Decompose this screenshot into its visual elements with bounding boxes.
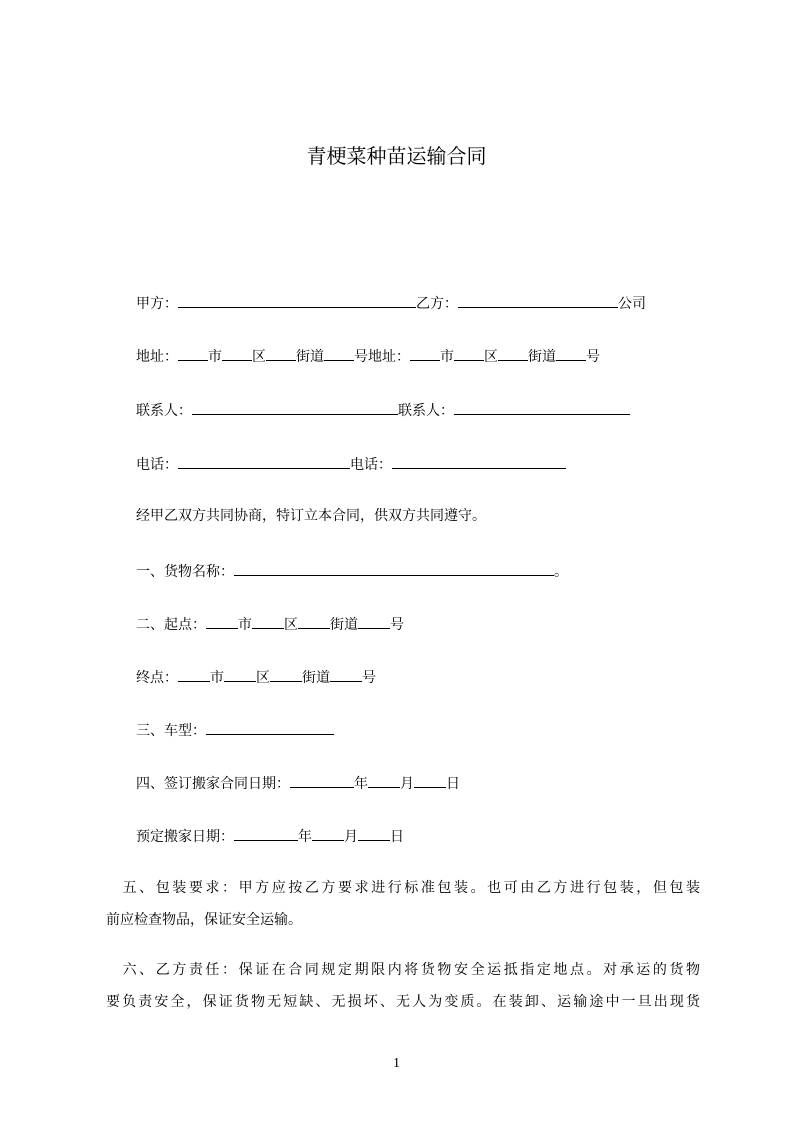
fill-in-blank[interactable]	[358, 613, 390, 629]
form-label: 号地址：	[354, 349, 410, 365]
fill-in-blank[interactable]	[178, 292, 416, 308]
fill-in-blank[interactable]	[556, 345, 586, 361]
fill-in-blank[interactable]	[178, 453, 350, 469]
form-label: 年	[298, 829, 312, 845]
form-line	[136, 666, 376, 688]
fill-in-blank[interactable]	[270, 666, 302, 682]
form-label: 联系人：	[398, 403, 454, 419]
form-label: 公司	[618, 296, 646, 312]
form-line	[136, 506, 486, 526]
form-label: 三、车型：	[136, 723, 206, 739]
form-label: 甲方：	[136, 296, 178, 312]
fill-in-blank[interactable]	[298, 613, 330, 629]
document-title: 青梗菜种苗运输合同	[306, 144, 487, 168]
fill-in-blank[interactable]	[192, 399, 398, 415]
form-line	[136, 345, 600, 367]
form-line	[136, 292, 646, 314]
form-label: 日	[390, 829, 404, 845]
form-label: 终点：	[136, 670, 178, 686]
form-label: 市	[210, 670, 224, 686]
form-label: 市	[440, 349, 454, 365]
form-label: 地址：	[136, 349, 178, 365]
form-label: 号	[586, 349, 600, 365]
form-label: 区	[252, 349, 266, 365]
form-label: 预定搬家日期：	[136, 829, 234, 845]
form-label: 二、起点：	[136, 617, 206, 633]
fill-in-blank[interactable]	[224, 666, 256, 682]
form-label: 区	[484, 349, 498, 365]
form-label: 街道	[330, 617, 358, 633]
form-label: 市	[238, 617, 252, 633]
form-label: 区	[256, 670, 270, 686]
fill-in-blank[interactable]	[290, 772, 354, 788]
fill-in-blank[interactable]	[234, 825, 298, 841]
fill-in-blank[interactable]	[414, 772, 446, 788]
form-line	[136, 825, 404, 847]
form-label: 。	[554, 564, 568, 580]
form-label: 号	[390, 617, 404, 633]
fill-in-blank[interactable]	[312, 825, 344, 841]
fill-in-blank[interactable]	[234, 560, 554, 576]
clause-carrier-responsibility	[106, 960, 700, 1024]
fill-in-blank[interactable]	[178, 666, 210, 682]
fill-in-blank[interactable]	[252, 613, 284, 629]
clause-line: 六、乙方责任：保证在合同规定期限内将货物安全运抵指定地点。对承运的货物	[106, 962, 700, 978]
form-label: 街道	[296, 349, 324, 365]
fill-in-blank[interactable]	[454, 399, 630, 415]
form-line	[136, 719, 334, 741]
form-label: 月	[344, 829, 358, 845]
form-label: 号	[362, 670, 376, 686]
form-line	[136, 399, 630, 421]
form-line	[136, 453, 566, 475]
clause-line: 要负责安全，保证货物无短缺、无损坏、无人为变质。在装卸、运输途中一旦出现货	[106, 994, 700, 1010]
fill-in-blank[interactable]	[358, 825, 390, 841]
clause-packaging	[106, 878, 700, 942]
form-line	[136, 613, 404, 635]
fill-in-blank[interactable]	[178, 345, 208, 361]
form-label: 乙方：	[416, 296, 458, 312]
clause-line: 前应检查物品，保证安全运输。	[106, 912, 302, 928]
fill-in-blank[interactable]	[330, 666, 362, 682]
form-label: 经甲乙双方共同协商，特订立本合同，供双方共同遵守。	[136, 508, 486, 524]
form-label: 四、签订搬家合同日期：	[136, 776, 290, 792]
fill-in-blank[interactable]	[206, 719, 334, 735]
clause-line: 五、包装要求：甲方应按乙方要求进行标准包装。也可由乙方进行包装，但包装	[106, 880, 700, 896]
form-label: 市	[208, 349, 222, 365]
form-label: 一、货物名称：	[136, 564, 234, 580]
form-label: 月	[400, 776, 414, 792]
fill-in-blank[interactable]	[266, 345, 296, 361]
form-label: 区	[284, 617, 298, 633]
form-label: 年	[354, 776, 368, 792]
fill-in-blank[interactable]	[392, 453, 566, 469]
page-number: 1	[393, 1056, 400, 1071]
fill-in-blank[interactable]	[324, 345, 354, 361]
fill-in-blank[interactable]	[368, 772, 400, 788]
form-label: 电话：	[136, 457, 178, 473]
form-label: 电话：	[350, 457, 392, 473]
fill-in-blank[interactable]	[498, 345, 528, 361]
fill-in-blank[interactable]	[206, 613, 238, 629]
form-line	[136, 560, 568, 582]
form-label: 街道	[528, 349, 556, 365]
fill-in-blank[interactable]	[222, 345, 252, 361]
form-label: 街道	[302, 670, 330, 686]
fill-in-blank[interactable]	[454, 345, 484, 361]
form-label: 联系人：	[136, 403, 192, 419]
form-label: 日	[446, 776, 460, 792]
fill-in-blank[interactable]	[410, 345, 440, 361]
fill-in-blank[interactable]	[458, 292, 618, 308]
form-line	[136, 772, 460, 794]
